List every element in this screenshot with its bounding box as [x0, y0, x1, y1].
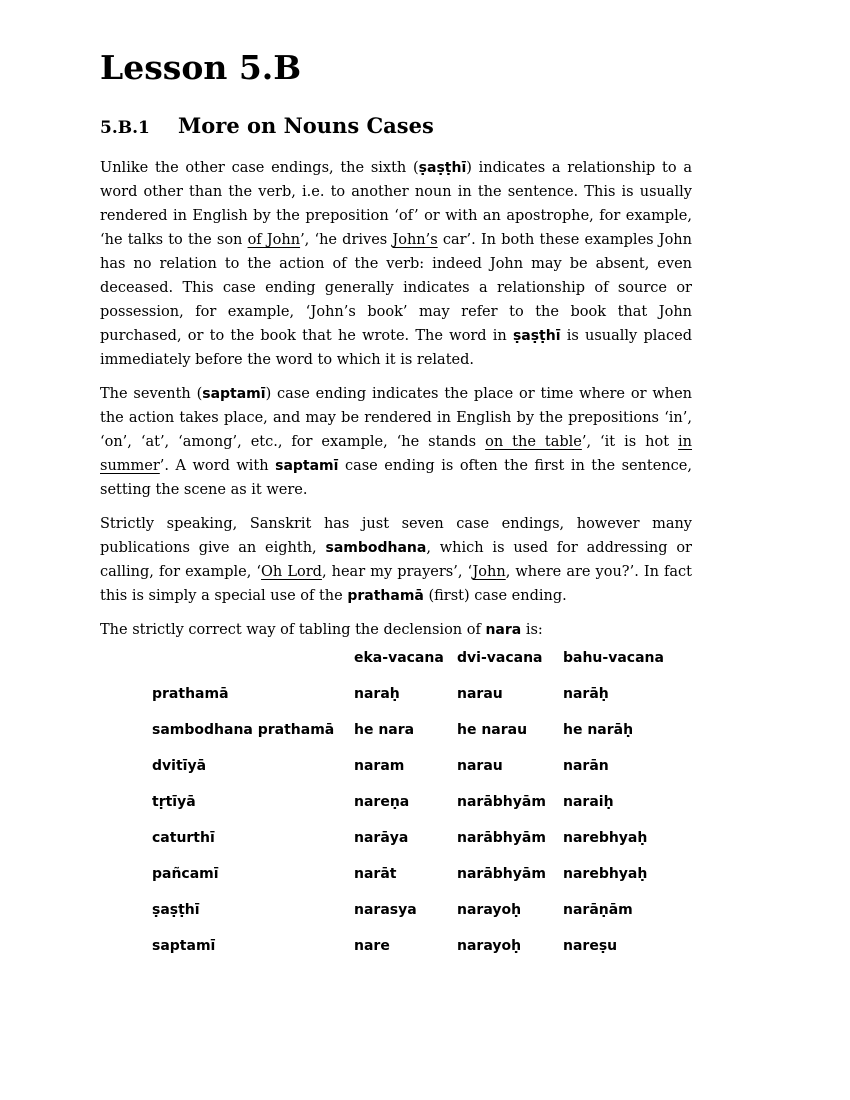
table-cell: narāḥ [563, 686, 609, 702]
section-number: 5.B.1 [100, 118, 150, 138]
lesson-title: Lesson 5.B [100, 48, 302, 87]
table-cell: narasya [354, 902, 417, 918]
table-cell: narābhyām [457, 866, 546, 882]
case-name: tṛtīyā [152, 794, 196, 810]
underlined-example: of John [247, 232, 301, 248]
column-header [152, 640, 354, 676]
table-cell: he narau [457, 722, 528, 738]
text: The strictly correct way of tabling the declension of [100, 622, 486, 638]
table-cell: narābhyām [457, 830, 546, 846]
underlined-example: John’s [392, 232, 438, 248]
document-page [100, 46, 692, 642]
table-cell: nareṇa [354, 794, 410, 810]
text: ) case ending indicates the place or time where or when the action takes place, and may be rendered in English by the prepositions ‘in’, ‘on’, ‘at’, ‘among’, etc., for example, ‘he stands [100, 386, 693, 450]
text: is: [521, 622, 543, 638]
table-cell: nareṣu [563, 938, 618, 954]
term-prathama: prathamā [347, 588, 424, 604]
underlined-example: Oh Lord [261, 564, 322, 580]
underlined-example: John [472, 564, 506, 580]
text: Strictly speaking, Sanskrit has just seven case endings, however many publications give an eighth, [100, 516, 692, 556]
table-cell: naram [354, 758, 405, 774]
case-name: saptamī [152, 938, 216, 954]
text: , where are you?’. In fact this is simply a special use of the [100, 564, 692, 604]
table-row [152, 856, 673, 892]
text: The seventh ( [100, 386, 203, 402]
term-saptami: saptamī [275, 458, 339, 474]
case-name: pañcamī [152, 866, 219, 882]
text: ’, ‘he drives [300, 232, 393, 248]
table-cell: narau [457, 686, 503, 702]
paragraph-saptami [100, 382, 692, 502]
table-cell: narebhyaḥ [563, 830, 648, 846]
paragraph-table-intro [100, 618, 692, 642]
term-nara: nara [485, 622, 522, 638]
table-row [152, 892, 673, 928]
column-header: bahu-vacana [563, 650, 664, 666]
table-cell: narayoḥ [457, 938, 522, 954]
table-row [152, 928, 673, 964]
underlined-example: in summer [100, 434, 693, 474]
table-cell: narāṇām [563, 902, 633, 918]
paragraph-sambodhana [100, 512, 692, 608]
table-cell: he narāḥ [563, 722, 634, 738]
text: (first) case ending. [423, 588, 567, 604]
paragraph-sasthi [100, 156, 692, 372]
term-sambodhana: sambodhana [325, 540, 427, 556]
case-name: sambodhana prathamā [152, 722, 335, 738]
column-header: dvi-vacana [457, 650, 543, 666]
table-cell: narebhyaḥ [563, 866, 648, 882]
table-header-row [152, 640, 673, 676]
text: ’, ‘it is hot [581, 434, 679, 450]
table-cell: naraḥ [354, 686, 400, 702]
text: , which is used for addressing or calling, for example, ‘ [100, 540, 692, 580]
case-name: dvitīyā [152, 758, 207, 774]
table-row [152, 748, 673, 784]
text: is usually placed immediately before the word to which it is related. [100, 328, 692, 368]
text: , hear my prayers’, ‘ [321, 564, 473, 580]
table-row [152, 784, 673, 820]
section-heading [100, 112, 692, 142]
table-row [152, 820, 673, 856]
table-cell: narān [563, 758, 609, 774]
case-name: ṣaṣṭhī [152, 902, 200, 918]
table-row [152, 712, 673, 748]
table-cell: narayoḥ [457, 902, 522, 918]
case-name: prathamā [152, 686, 229, 702]
table-row [152, 676, 673, 712]
text: Unlike the other case endings, the sixth ( [100, 160, 419, 176]
table-cell: naraiḥ [563, 794, 614, 810]
column-header: eka-vacana [354, 650, 444, 666]
underlined-example: on the table [485, 434, 582, 450]
table-cell: nare [354, 938, 390, 954]
text: car’. In both these examples John has no relation to the action of the verb: indeed John may be absent, even deceased. This case ending generally indicates a relationship of source or possession, for example, ‘John’s book’ may refer to the book that John purchased, or to the book that he wrote. The word in [100, 232, 692, 344]
table-cell: he nara [354, 722, 415, 738]
term-sasthi: ṣaṣṭhī [512, 328, 561, 344]
text: ) indicates a relationship to a word other than the verb, i.e. to another noun in the sentence. This is usually rendered in English by the preposition ‘of’ or with an apostrophe, for example, ‘he talks to the son [100, 160, 692, 248]
declension-table [152, 640, 673, 964]
term-sasthi: ṣaṣṭhī [418, 160, 467, 176]
case-name: caturthī [152, 830, 215, 846]
text: case ending is often the first in the sentence, setting the scene as it were. [100, 458, 692, 498]
table-cell: narāya [354, 830, 409, 846]
table-cell: narāt [354, 866, 397, 882]
table-cell: narābhyām [457, 794, 546, 810]
section-title: More on Nouns Cases [178, 113, 434, 138]
term-saptami: saptamī [202, 386, 266, 402]
text: ’. A word with [159, 458, 276, 474]
table-cell: narau [457, 758, 503, 774]
